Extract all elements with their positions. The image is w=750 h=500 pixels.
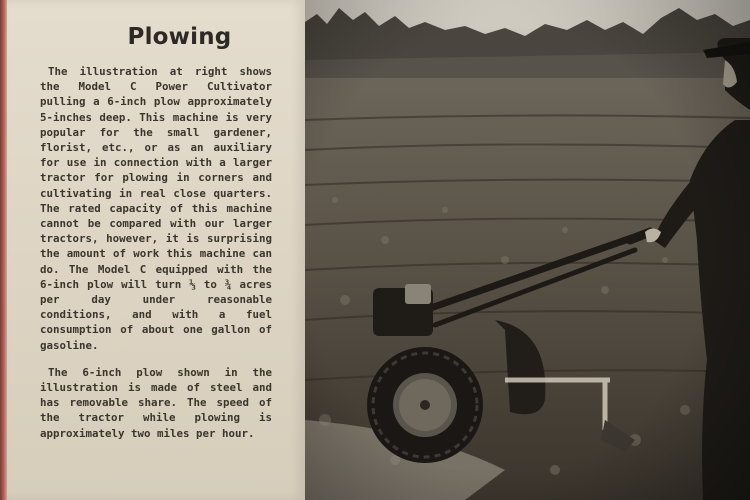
article-body xyxy=(40,64,272,453)
binding-edge xyxy=(0,0,7,500)
plowing-photograph xyxy=(305,0,750,500)
paragraph-intro: The illustration at right shows the Model C Power Cultivator pulling a 6-inch plow approximately 5-inches deep. This machine is very popular for the small gardener, florist, etc., or as an auxiliary for use in connection with a larger tractor for plowing in corners and cultivating in real close quarters. The rated capacity of this machine cannot be compared with our larger tractors, however, it is surprising the amount of work this machine can do. The Model C equipped with the 6-inch plow will turn ⅓ to ¾ acres per day under reasonable conditions, and with a fuel consumption of about one gallon of gasoline. xyxy=(40,65,272,352)
text-column xyxy=(7,0,305,500)
page-title: Plowing xyxy=(127,24,232,50)
paragraph-plow-details: The 6-inch plow shown in the illustration is made of steel and has removable share. The speed of the tractor while plowing is approximately two miles per hour. xyxy=(40,365,272,440)
